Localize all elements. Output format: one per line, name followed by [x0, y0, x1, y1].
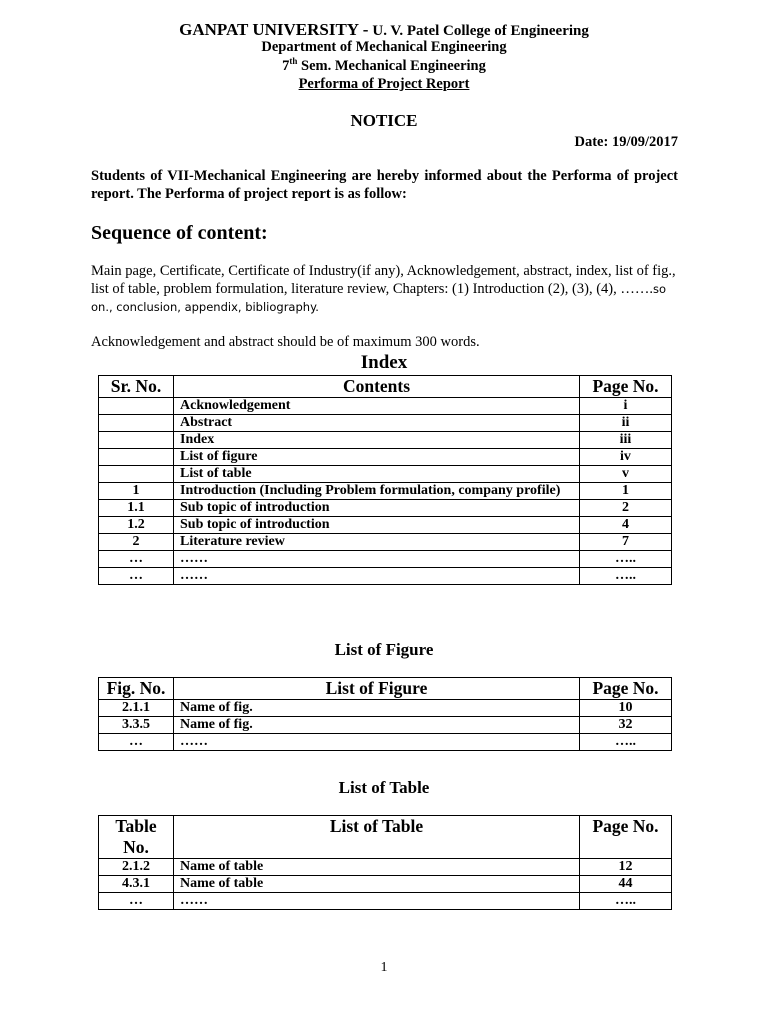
page-no-cell: 2 — [580, 500, 672, 517]
sr-no-cell: 1.1 — [99, 500, 174, 517]
table-row — [99, 551, 672, 568]
figure-list-title: List of Figure — [334, 640, 434, 659]
figure-table — [98, 677, 672, 751]
header-cell: Fig. No. — [99, 678, 174, 700]
table-row — [99, 432, 672, 449]
table-row — [99, 734, 672, 751]
contents-cell: Abstract — [174, 415, 580, 432]
table-row — [99, 700, 672, 717]
table-row — [99, 876, 672, 893]
header-cell: Contents — [174, 376, 580, 398]
sequence-text-main: Main page, Certificate, Certificate of Industry(if any), Acknowledgement, abstract, index, list of fig., list of table, problem formulation, literature review, Chapters: (1) Introduction (2), (3), (4), ……. — [91, 263, 676, 297]
page-no-cell: 10 — [580, 700, 672, 717]
contents-cell: Sub topic of introduction — [174, 500, 580, 517]
contents-cell: …… — [174, 568, 580, 585]
index-title: Index — [360, 352, 408, 373]
table-list-title: List of Table — [338, 778, 430, 797]
header-cell: Table No. — [99, 816, 174, 859]
sr-no-cell: 1 — [99, 483, 174, 500]
header-cell: Sr. No. — [99, 376, 174, 398]
notice-body: Students of VII-Mechanical Engineering are hereby informed about the Performa of project report. The Performa of project report is as follow: — [91, 168, 678, 202]
semester-text: Sem. Mechanical Engineering — [301, 58, 486, 74]
contents-cell: …… — [174, 551, 580, 568]
table-row — [99, 859, 672, 876]
sr-no-cell — [99, 449, 174, 466]
university-header — [0, 20, 768, 40]
table-no-cell: … — [99, 893, 174, 910]
table-row — [99, 398, 672, 415]
contents-cell: List of figure — [174, 449, 580, 466]
table-name-cell: …… — [174, 893, 580, 910]
table-row — [99, 717, 672, 734]
header-cell: Page No. — [580, 816, 672, 859]
notice-title: NOTICE — [350, 111, 418, 130]
page-number: 1 — [380, 960, 388, 975]
contents-cell: Sub topic of introduction — [174, 517, 580, 534]
contents-cell: Acknowledgement — [174, 398, 580, 415]
sr-no-cell — [99, 398, 174, 415]
page-no-cell: i — [580, 398, 672, 415]
sr-no-cell — [99, 466, 174, 483]
sr-no-cell: 2 — [99, 534, 174, 551]
contents-cell: Literature review — [174, 534, 580, 551]
sr-no-cell: … — [99, 551, 174, 568]
fig-name-cell: …… — [174, 734, 580, 751]
page-no-cell: ii — [580, 415, 672, 432]
page-no-cell: ….. — [580, 893, 672, 910]
table-row — [99, 466, 672, 483]
page-no-cell: 7 — [580, 534, 672, 551]
table-list-table — [98, 815, 672, 910]
page-no-cell: iii — [580, 432, 672, 449]
fig-name-cell: Name of fig. — [174, 700, 580, 717]
contents-cell: Index — [174, 432, 580, 449]
sr-no-cell: 1.2 — [99, 517, 174, 534]
university-name: GANPAT UNIVERSITY - — [179, 20, 369, 39]
sr-no-cell: … — [99, 568, 174, 585]
index-table — [98, 375, 672, 585]
fig-name-cell: Name of fig. — [174, 717, 580, 734]
notice-date: Date: 19/09/2017 — [574, 134, 678, 150]
semester-number: 7 — [282, 58, 290, 74]
page-no-cell: v — [580, 466, 672, 483]
college-name: U. V. Patel College of Engineering — [372, 23, 589, 39]
table-no-cell: 2.1.2 — [99, 859, 174, 876]
page-no-cell: 44 — [580, 876, 672, 893]
semester-suffix: th — [289, 56, 298, 66]
page-no-cell: 1 — [580, 483, 672, 500]
fig-no-cell: 3.3.5 — [99, 717, 174, 734]
table-name-cell: Name of table — [174, 876, 580, 893]
sequence-text — [91, 262, 681, 316]
contents-cell: Introduction (Including Problem formulation, company profile) — [174, 483, 580, 500]
department-name: Department of Mechanical Engineering — [261, 39, 507, 55]
fig-no-cell: 2.1.1 — [99, 700, 174, 717]
table-row — [99, 534, 672, 551]
sequence-text-tail: so on., conclusion, appendix, bibliography. — [91, 282, 667, 314]
header-cell: Page No. — [580, 376, 672, 398]
table-row — [99, 415, 672, 432]
page-no-cell: ….. — [580, 551, 672, 568]
sequence-heading: Sequence of content: — [91, 222, 268, 244]
table-header-row — [99, 816, 672, 859]
table-row — [99, 568, 672, 585]
page-no-cell: iv — [580, 449, 672, 466]
acknowledgement-note: Acknowledgement and abstract should be of maximum 300 words. — [91, 334, 480, 350]
table-name-cell: Name of table — [174, 859, 580, 876]
header-cell: List of Figure — [174, 678, 580, 700]
table-row — [99, 517, 672, 534]
fig-no-cell: … — [99, 734, 174, 751]
page-no-cell: 32 — [580, 717, 672, 734]
table-row — [99, 500, 672, 517]
table-row — [99, 893, 672, 910]
table-no-cell: 4.3.1 — [99, 876, 174, 893]
header-cell: List of Table — [174, 816, 580, 859]
performa-title: Performa of Project Report — [298, 76, 470, 92]
performa-title-wrap — [0, 76, 768, 93]
sr-no-cell — [99, 415, 174, 432]
header-cell: Page No. — [580, 678, 672, 700]
table-row — [99, 483, 672, 500]
page-no-cell: 12 — [580, 859, 672, 876]
contents-cell: List of table — [174, 466, 580, 483]
page-no-cell: ….. — [580, 568, 672, 585]
semester-line — [0, 58, 768, 75]
index-header-row — [99, 376, 672, 398]
page-no-cell: 4 — [580, 517, 672, 534]
figure-header-row — [99, 678, 672, 700]
page-no-cell: ….. — [580, 734, 672, 751]
sr-no-cell — [99, 432, 174, 449]
table-row — [99, 449, 672, 466]
